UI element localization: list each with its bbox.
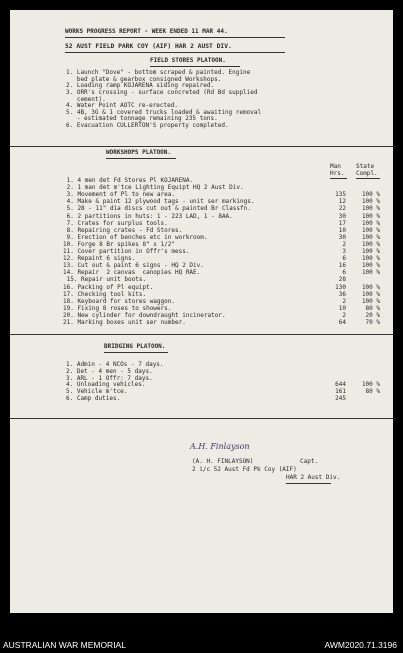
man-hours-value: 28 [338, 276, 346, 284]
workshops-heading-underline [106, 158, 176, 159]
list-item: 2. 1 man det m'tce Lighting Equipt HQ 2 Aust Div. [63, 184, 244, 192]
man-hours-value: 135 [335, 191, 346, 199]
title-underline [65, 37, 285, 38]
signatory-rank: Capt. [300, 458, 319, 465]
bridging-heading: BRIDGING PLATOON. [104, 343, 166, 350]
list-item: 5. 4B, 3G & 1 covered trucks loaded & awaiting removal - estimated tonnage remaining 235 tons. [66, 108, 262, 123]
list-item: 11. Cover partition in Offr's mess. [63, 248, 190, 255]
list-item: 5. 28 - 11" dia discs cut out & painted Br Classfn. [63, 205, 251, 213]
state-complete-value: 100 % [361, 269, 380, 277]
list-item: 20. New cylinder for downdraught incinerator. [63, 311, 226, 319]
man-hours-value: 22 [338, 205, 346, 213]
list-item: 16. Packing of Pl equipt. [63, 283, 154, 291]
list-item: 9. Erection of benches etc in workroom. [63, 233, 208, 241]
man-hours-value: 30 [338, 233, 346, 241]
signatory-appointment: 2 i/c 52 Aust Fd Pk Coy (AIF) [192, 466, 297, 473]
list-item: 21. Marking boxes unit ser number. [63, 319, 186, 326]
man-hours-value: 130 [335, 283, 346, 291]
list-item: 8. Repairing crates - Fd Stores. [63, 226, 183, 234]
unit-underline [65, 52, 285, 53]
field-stores-heading-underline [150, 66, 240, 67]
man-hours-value: 2 [342, 311, 346, 319]
bridging-heading-underline [104, 352, 168, 353]
state-complete-header: State Compl. [356, 163, 378, 177]
list-item: 4. Unloading vehicles. [66, 381, 146, 389]
state-complete-value: 80 % [365, 388, 380, 396]
list-item: 14. Repair 2 canvas canopies HQ RAE. [63, 269, 201, 277]
state-complete-value: 100 % [361, 205, 380, 213]
state-complete-value: 100 % [361, 262, 380, 270]
state-complete-value: 100 % [361, 283, 380, 291]
list-item: 6. 2 partitions in huts: 1 - 223 LAD, 1 - 8AA. [63, 212, 233, 220]
report-title: WORKS PROGRESS REPORT - WEEK ENDED 11 MAR 44. [65, 28, 228, 35]
section-divider [10, 146, 393, 147]
state-complete-value: 70 % [365, 319, 380, 326]
state-complete-value: 100 % [361, 255, 380, 263]
man-hours-value: 6 [342, 255, 346, 263]
list-item: 1. Launch "Dove" - bottom scraped & painted. Engine bed plate & gearbox consigned Workshops. [66, 69, 251, 83]
man-hours-value: 245 [335, 395, 346, 402]
list-item: 5. Vehicle m'tce. [66, 388, 128, 396]
state-complete-value: 100 % [361, 381, 380, 389]
state-underline [356, 178, 380, 179]
list-item: 3. ARL - 1 Offr: 7 days. [66, 374, 153, 382]
man-hours-value: 10 [338, 304, 346, 312]
man-hours-value: 2 [342, 297, 346, 305]
man-hours-value: 161 [335, 388, 346, 396]
list-item: 12. Repaint 6 signs. [63, 255, 136, 263]
man-hours-header: Man Hrs. [330, 163, 345, 177]
list-item: 3. Movement of Pl to new area. [63, 191, 175, 199]
list-item: 15. Repair unit boots. [63, 276, 147, 284]
state-complete-value: 100 % [361, 248, 380, 255]
man-hours-value: 6 [342, 269, 346, 277]
signatory-name: (A. H. FINLAYSON) [192, 458, 254, 465]
section-divider [10, 334, 393, 335]
state-complete-value: 100 % [361, 233, 380, 241]
list-item: 6. Evacuation CULLERTON'S property completed. [66, 121, 229, 129]
list-item: 13. Cut out & paint 6 signs - HQ 2 Div. [63, 262, 204, 270]
list-item: 2. Loading ramp KOJARENA siding repaired. [66, 82, 215, 90]
state-complete-value: 100 % [361, 219, 380, 227]
workshops-heading: WORKSHOPS PLATOON. [106, 149, 172, 156]
section-divider [10, 418, 393, 419]
list-item: 7. Crates for surplus tools. [63, 219, 168, 227]
state-complete-value: 100 % [361, 226, 380, 234]
state-complete-value: 100 % [361, 240, 380, 248]
document-page [10, 10, 393, 613]
list-item: 1. 4 men det Fd Stores Pl KOJARENA. [63, 177, 194, 184]
man-hours-value: 12 [338, 198, 346, 206]
man-hours-value: 2 [342, 240, 346, 248]
footer-institution: AUSTRALIAN WAR MEMORIAL [3, 640, 126, 650]
man-hours-value: 30 [338, 212, 346, 220]
handwritten-signature: A.H. Finlayson [190, 442, 250, 451]
signatory-formation: HAR 2 Aust Div. [286, 474, 341, 481]
list-item: 18. Keyboard for stores waggon. [63, 297, 175, 305]
formation-underline [286, 483, 331, 484]
state-complete-value: 100 % [361, 297, 380, 305]
man-hours-value: 17 [338, 219, 346, 227]
list-item: 3. ORR's crossing - surface concreted (Rd Bd supplied cement). [66, 88, 258, 103]
list-item: 4. Water Point AOTC re-erected. [66, 102, 178, 109]
footer-bar [0, 613, 403, 653]
state-complete-value: 80 % [365, 304, 380, 312]
man-hours-value: 36 [338, 290, 346, 298]
list-item: 19. Fixing 8 roses to showers. [63, 304, 172, 312]
unit-line: 52 AUST FIELD PARK COY (AIF) HAR 2 AUST DIV. [65, 43, 232, 50]
man-hours-value: 3 [342, 248, 346, 255]
list-item: 6. Camp duties. [66, 395, 121, 402]
state-complete-value: 20 % [365, 311, 380, 319]
list-item: 17. Checking tool kits. [63, 290, 147, 298]
list-item: 1. Admin - 4 NCOs - 7 days. [66, 361, 164, 368]
field-stores-heading: FIELD STORES PLATOON. [150, 57, 226, 64]
list-item: 2. Det - 4 men - 5 days. [66, 367, 153, 375]
state-complete-value: 100 % [361, 290, 380, 298]
man-hours-value: 64 [338, 319, 346, 326]
man-hours-value: 10 [338, 226, 346, 234]
state-complete-value: 100 % [361, 212, 380, 220]
man-hours-underline [330, 178, 347, 179]
list-item: 10. Forge 8 Br spikes 8" x 1/2" [63, 240, 175, 248]
state-complete-value: 100 % [361, 198, 380, 206]
man-hours-value: 16 [338, 262, 346, 270]
man-hours-value: 644 [335, 381, 346, 389]
list-item: 4. Make & paint 12 plywood tags - unit ser markings. [63, 198, 255, 206]
footer-accession-number: AWM2020.71.3196 [324, 640, 397, 650]
state-complete-value: 100 % [361, 191, 380, 199]
